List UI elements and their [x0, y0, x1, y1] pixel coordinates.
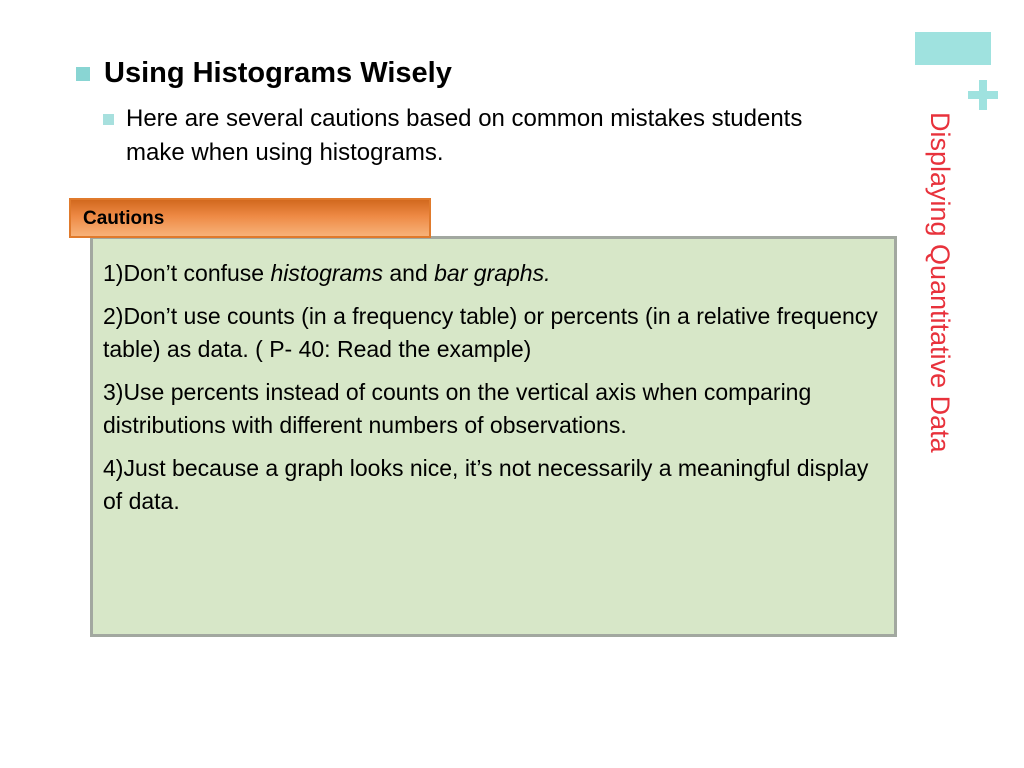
cautions-box	[90, 236, 897, 637]
caution-item-1-prefix: 1)Don’t confuse	[103, 260, 271, 286]
caution-item-4: 4)Just because a graph looks nice, it’s not necessarily a meaningful display of data.	[103, 455, 869, 514]
cautions-header	[69, 198, 431, 238]
square-bullet-icon	[103, 114, 114, 125]
caution-item-2: 2)Don’t use counts (in a frequency table) or percents (in a relative frequency table) as data. ( P- 40: Read the example)	[103, 303, 878, 362]
caution-item-1-emphasis-histograms: histograms	[270, 260, 383, 286]
caution-item-1-middle: and	[382, 260, 435, 286]
square-bullet-icon	[76, 67, 90, 81]
cautions-list	[103, 257, 883, 528]
sub-bullet-text: Here are several cautions based on common mistakes students make when using histograms.	[126, 105, 803, 166]
slide-heading: Using Histograms Wisely	[104, 57, 452, 89]
cautions-title: Cautions	[83, 208, 165, 229]
decorative-accent-bar	[915, 32, 991, 65]
caution-item-1-emphasis-bar-graphs: bar graphs.	[434, 260, 551, 286]
side-title-text: Displaying Quantitative Data	[925, 112, 955, 453]
plus-icon	[968, 80, 998, 110]
caution-item-1	[103, 257, 883, 290]
side-title	[920, 112, 960, 552]
caution-item-3: 3)Use percents instead of counts on the vertical axis when comparing distributions with different numbers of observations.	[103, 379, 812, 438]
